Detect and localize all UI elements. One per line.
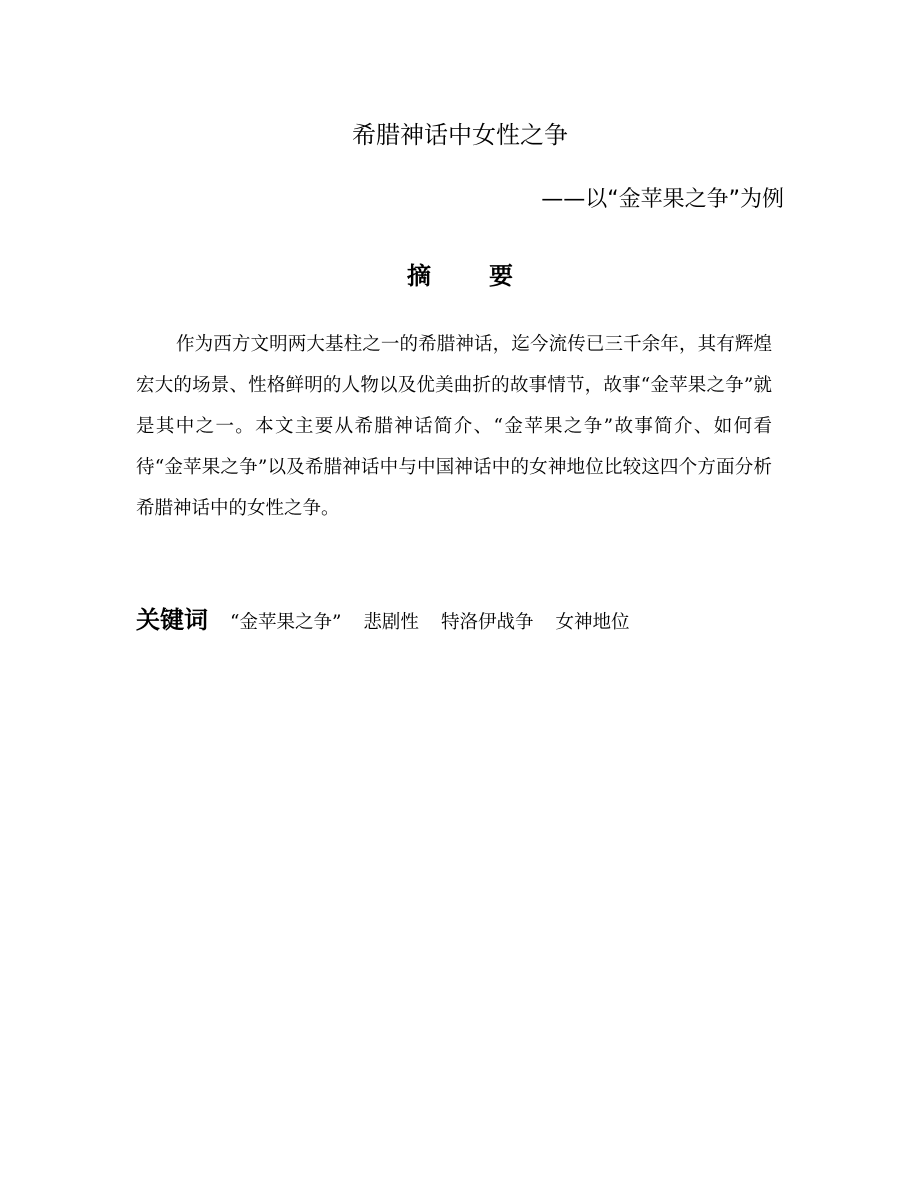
keyword-item: “金苹果之争” [230,612,342,633]
keyword-item: 女神地位 [555,612,630,633]
keyword-item: 悲剧性 [363,612,419,633]
abstract-heading-char-2: 要 [489,262,513,290]
page-subtitle: ——以“金苹果之争”为例 [541,187,784,212]
abstract-heading [0,259,920,293]
abstract-heading-char-1: 摘 [407,262,431,290]
keywords-label: 关键词 [136,606,208,634]
keyword-item: 特洛伊战争 [440,612,534,633]
abstract-body: 作为西方文明两大基柱之一的希腊神话，迄今流传已三千余年，其有辉煌宏大的场景、性格鲜明的人物以及优美曲折的故事情节，故事“金苹果之争”就是其中之一。本文主要从希腊神话简介、“金苹果之争”故事简介、如何看待“金苹果之争”以及希腊神话中与中国神话中的女神地位比较这四个方面分析希腊神话中的女性之争。 [136,334,772,519]
page-title: 希腊神话中女性之争 [352,121,568,149]
keywords-line [136,600,651,643]
